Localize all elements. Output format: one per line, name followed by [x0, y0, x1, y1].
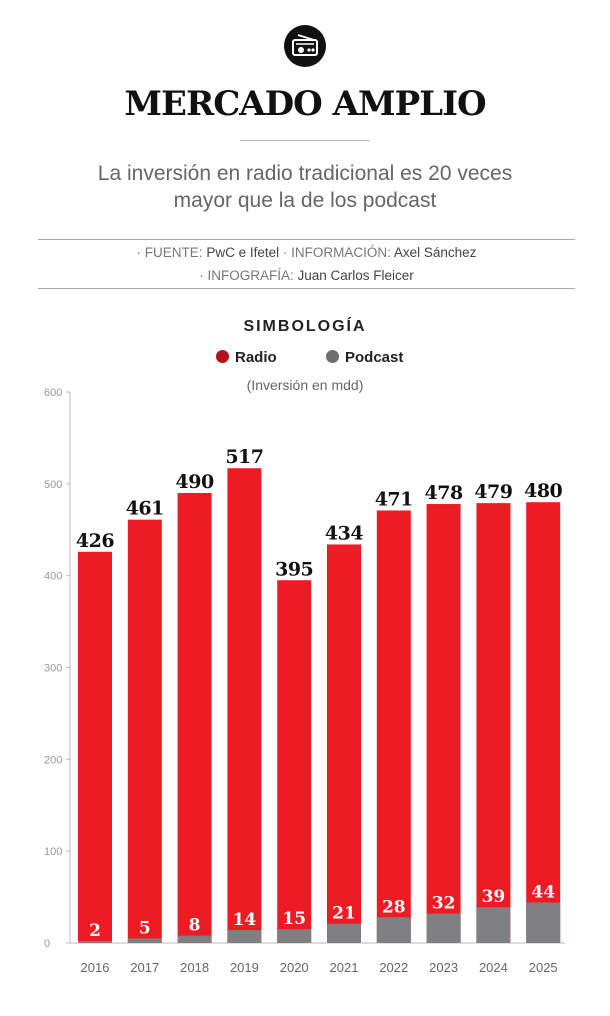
x-tick-label: 2024	[478, 960, 508, 975]
podcast-value-label: 39	[481, 887, 506, 908]
legend-item-podcast	[326, 349, 403, 366]
radio-value-label: 434	[324, 522, 364, 545]
podcast-value-label: 15	[282, 909, 307, 930]
radio-bar	[178, 493, 212, 943]
podcast-bar	[178, 936, 212, 943]
graphics-label: · INFOGRAFÍA:	[199, 268, 294, 283]
y-tick-label: 200	[44, 754, 63, 767]
podcast-value-label: 21	[332, 903, 356, 924]
subtitle	[40, 160, 570, 214]
radio-value-label: 517	[225, 446, 264, 469]
podcast-value-label: 8	[188, 915, 201, 936]
subtitle-line-1: La inversión en radio tradicional es 20 veces	[97, 162, 513, 185]
credits-line-2	[38, 268, 575, 283]
radio-bar	[227, 468, 261, 943]
podcast-bar	[128, 938, 162, 943]
subtitle-line-2: mayor que la de los podcast	[173, 189, 437, 212]
podcast-value-label: 32	[431, 893, 456, 914]
credits-line-1	[38, 245, 575, 260]
podcast-bar	[476, 907, 510, 943]
x-tick-label: 2019	[229, 960, 259, 975]
radio-value-label: 426	[75, 529, 115, 552]
y-tick-label: 100	[44, 846, 63, 859]
graphics-value: Juan Carlos Fleicer	[297, 268, 414, 283]
radio-swatch	[216, 350, 229, 363]
credits-top-divider	[38, 239, 575, 240]
radio-value-label: 479	[474, 481, 513, 504]
radio-bar	[277, 580, 311, 943]
info-value: Axel Sánchez	[393, 245, 477, 260]
radio-value-label: 480	[524, 480, 563, 503]
bar-chart	[0, 370, 610, 1010]
radio-value-label: 490	[175, 471, 214, 494]
podcast-bar	[427, 914, 461, 943]
radio-value-label: 395	[275, 558, 314, 581]
page-title: MERCADO AMPLIO	[124, 84, 486, 124]
info-label: · INFORMACIÓN:	[282, 245, 391, 260]
podcast-value-label: 28	[381, 897, 406, 918]
legend-title: SIMBOLOGÍA	[243, 318, 367, 335]
podcast-bar	[227, 930, 261, 943]
x-tick-label: 2020	[279, 960, 309, 975]
podcast-value-label: 5	[138, 918, 151, 939]
radio-bar	[476, 503, 510, 943]
podcast-swatch	[326, 350, 339, 363]
radio-bar	[377, 510, 411, 943]
source-value: PwC e Ifetel	[206, 245, 280, 260]
y-tick-label: 0	[44, 938, 51, 950]
unit-label: (Inversión en mdd)	[246, 377, 364, 393]
radio-value-label: 471	[374, 488, 413, 511]
podcast-bar	[277, 929, 311, 943]
title-divider	[240, 140, 370, 141]
x-tick-label: 2025	[528, 960, 558, 975]
x-tick-label: 2022	[379, 960, 409, 975]
radio-bar	[78, 552, 112, 943]
podcast-bar	[377, 917, 411, 943]
radio-bar	[526, 502, 560, 943]
podcast-value-label: 2	[89, 921, 101, 942]
y-tick-label: 300	[44, 662, 63, 675]
x-tick-label: 2021	[329, 960, 359, 975]
radio-bar	[128, 520, 162, 943]
radio-icon	[283, 24, 327, 68]
x-tick-label: 2017	[130, 960, 160, 975]
radio-bar	[327, 544, 361, 943]
legend-label-podcast: Podcast	[345, 349, 404, 366]
x-tick-label: 2023	[429, 960, 459, 975]
podcast-value-label: 44	[531, 882, 556, 903]
legend-label-radio: Radio	[235, 349, 277, 366]
y-tick-label: 400	[44, 570, 63, 583]
radio-value-label: 461	[125, 497, 164, 520]
legend-item-radio	[216, 349, 277, 366]
podcast-bar	[526, 903, 560, 943]
x-tick-label: 2018	[180, 960, 210, 975]
radio-value-label: 478	[424, 482, 463, 505]
podcast-bar	[327, 924, 361, 943]
credits-bottom-divider	[38, 288, 575, 289]
podcast-bar	[78, 941, 112, 943]
podcast-value-label: 14	[232, 910, 257, 931]
y-tick-label: 500	[44, 478, 63, 491]
source-label: · FUENTE:	[136, 245, 203, 260]
y-tick-label: 600	[44, 387, 63, 399]
x-tick-label: 2016	[80, 960, 110, 975]
radio-bar	[427, 504, 461, 943]
